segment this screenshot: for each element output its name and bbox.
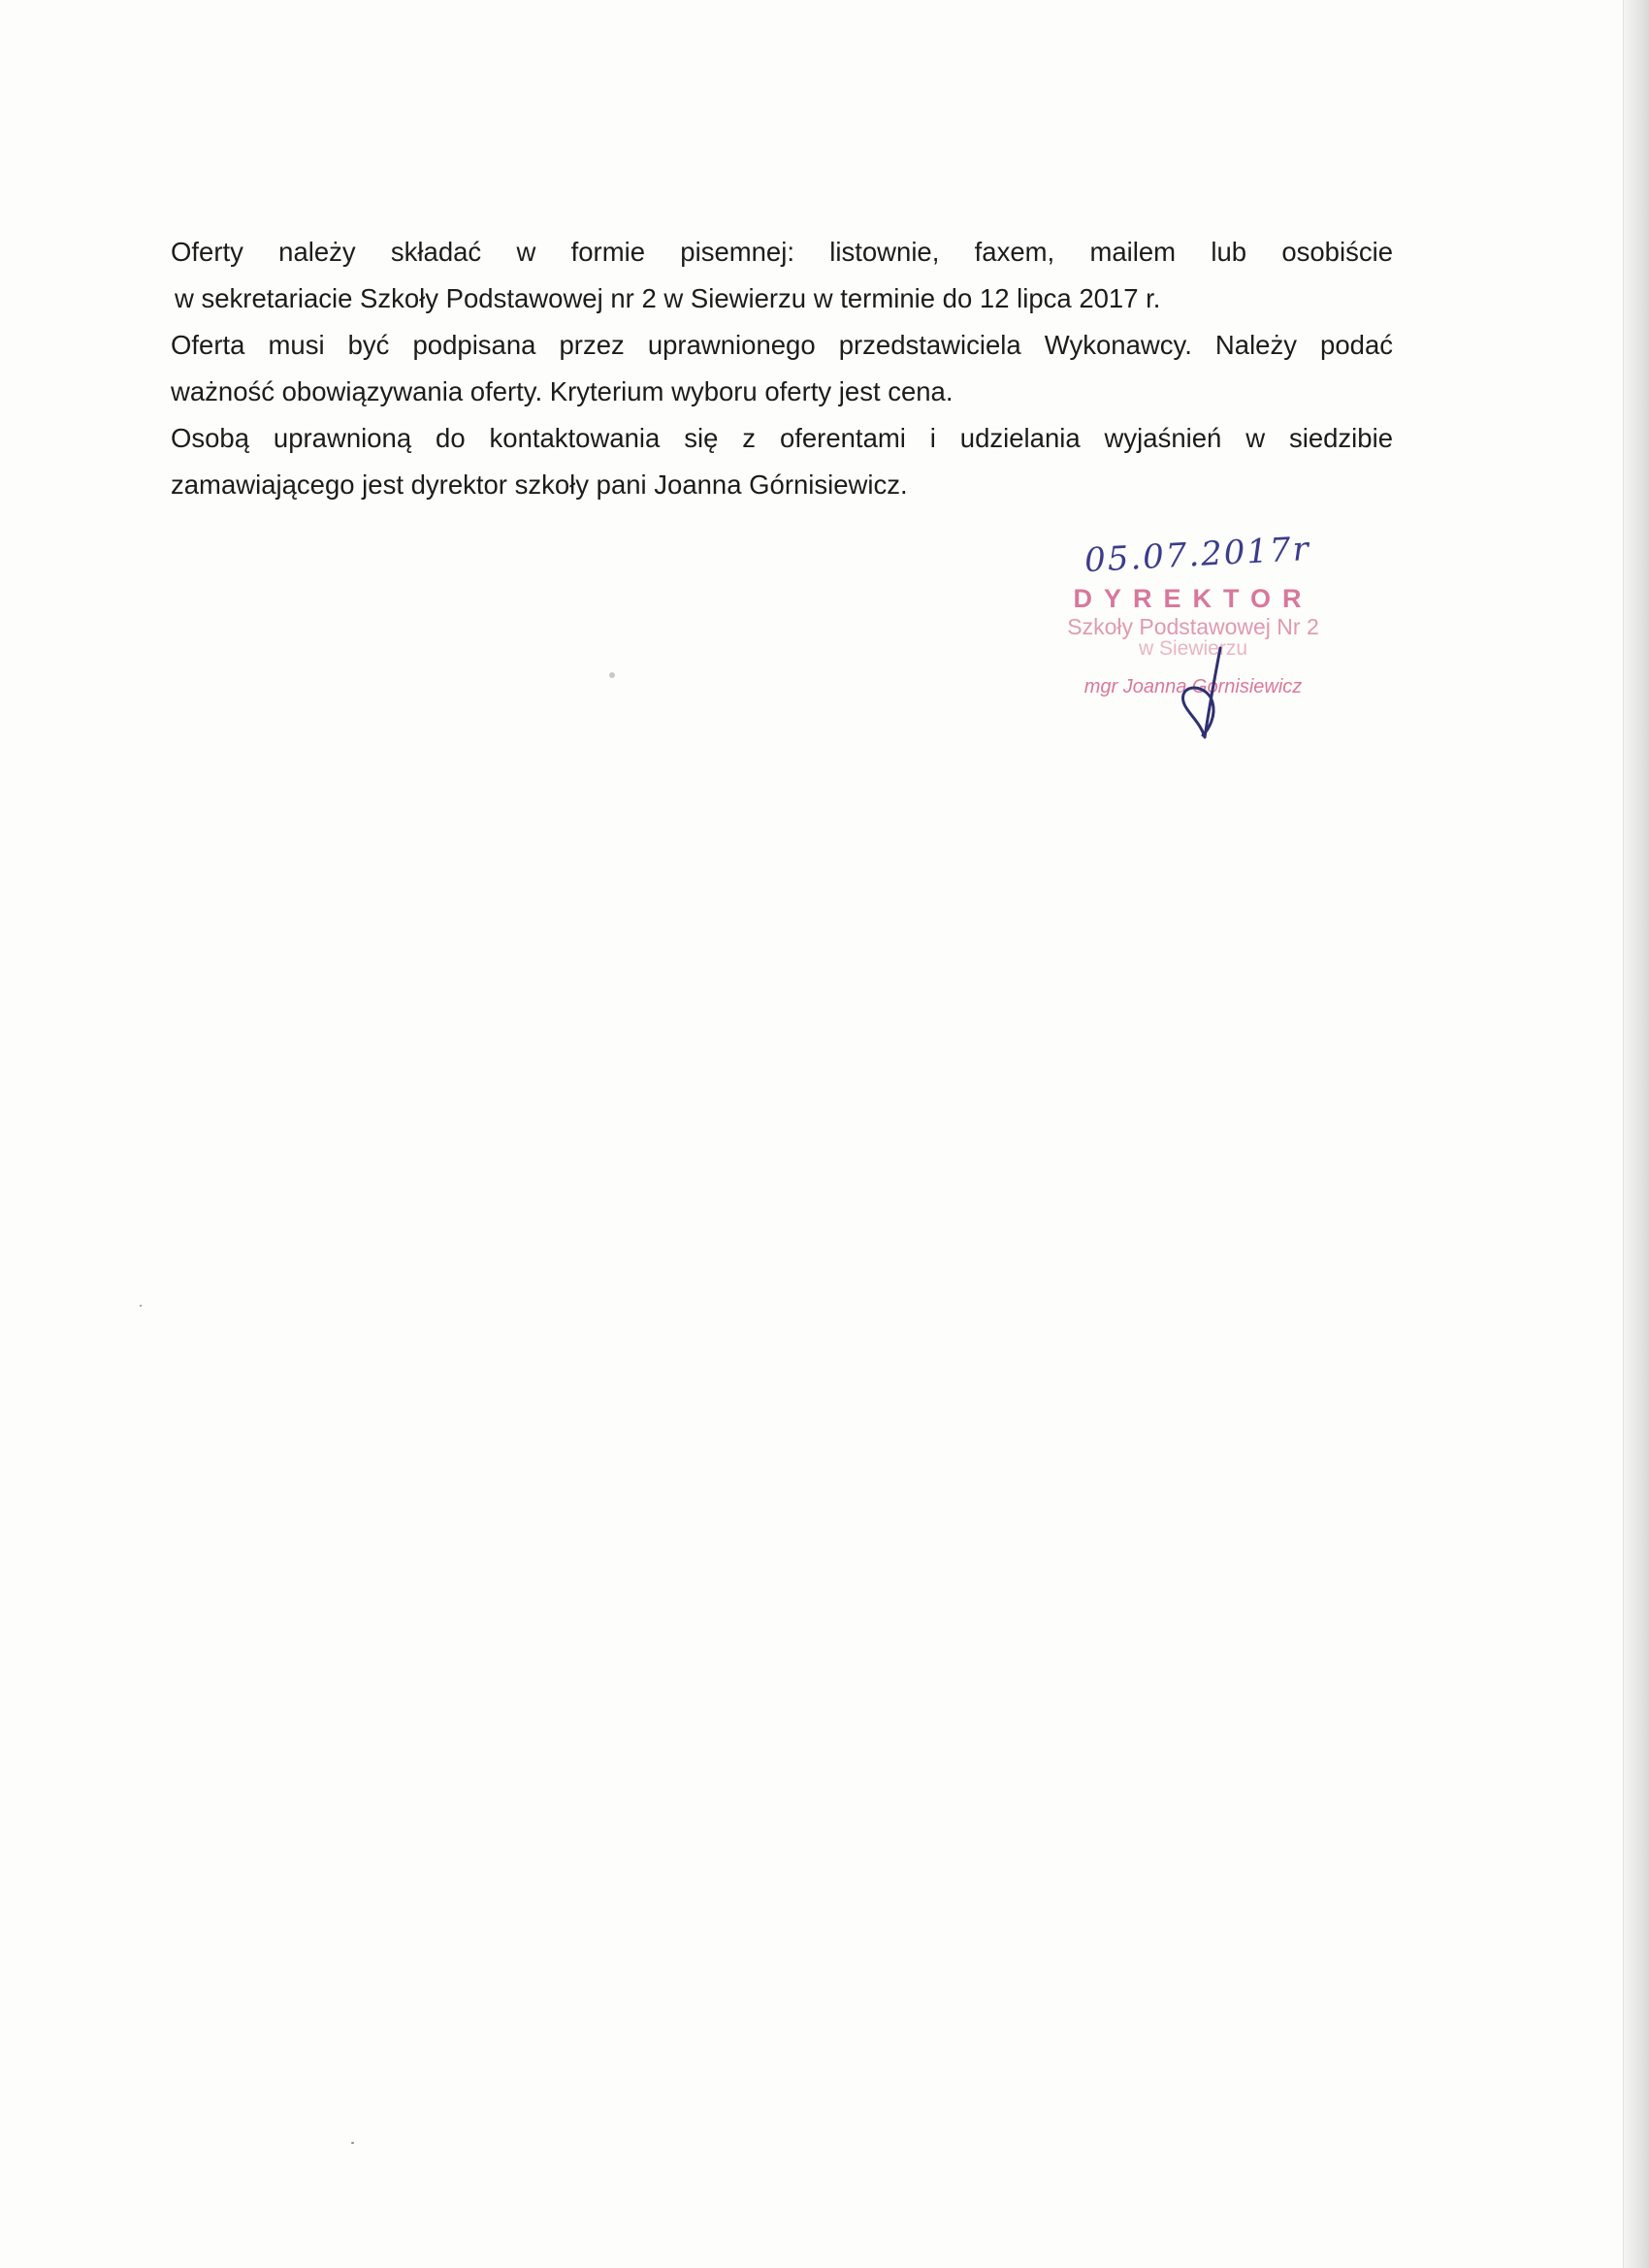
paragraph-line: Osobą uprawnioną do kontaktowania się z oferentami i udzielania wyjaśnień w siedzibie xyxy=(171,423,1393,453)
stamp-title: DYREKTOR xyxy=(1073,584,1313,613)
stamp-school-line: Szkoły Podstawowej Nr 2 xyxy=(1067,614,1319,639)
stamp-location-line: w Siewierzu xyxy=(1138,637,1248,660)
scan-speck xyxy=(140,1305,142,1307)
paragraph-line: zamawiającego jest dyrektor szkoły pani Joanna Górnisiewicz. xyxy=(171,470,908,500)
handwritten-date: 05.07.2017r xyxy=(1083,529,1311,581)
signature-icon xyxy=(1160,640,1257,747)
paragraph-line: Oferta musi być podpisana przez uprawnionego przedstawiciela Wykonawcy. Należy podać xyxy=(171,330,1393,360)
paragraph-line: ważność obowiązywania oferty. Kryterium wyboru oferty jest cena. xyxy=(171,376,954,406)
scan-speck xyxy=(609,672,615,678)
paragraph-line: Oferty należy składać w formie pisemnej: listownie, faxem, mailem lub osobiście xyxy=(171,237,1393,267)
paragraph-line: w sekretariacie Szkoły Podstawowej nr 2 w Siewierzu w terminie do 12 lipca 2017 r. xyxy=(175,283,1161,313)
stamp-name: mgr Joanna Górnisiewicz xyxy=(1083,676,1303,697)
scan-edge-shadow xyxy=(1624,0,1649,2268)
scan-speck xyxy=(351,2142,354,2144)
document-body xyxy=(171,229,1393,508)
